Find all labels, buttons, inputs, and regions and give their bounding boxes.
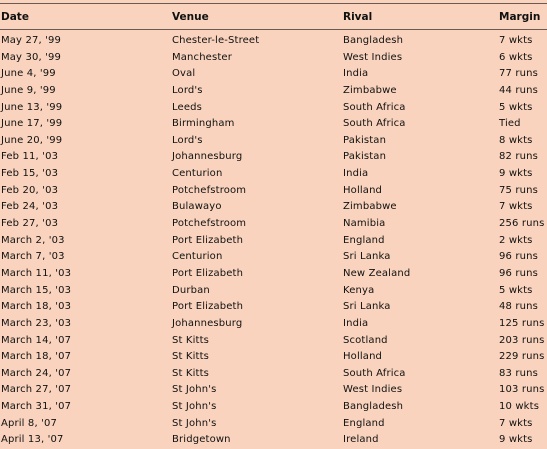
cell-date: Feb 15, '03 bbox=[1, 168, 59, 180]
cell-venue: Bridgetown bbox=[172, 434, 231, 446]
table-row bbox=[0, 66, 547, 83]
cell-venue: Chester-le-Street bbox=[172, 35, 260, 46]
cell-date: June 4, '99 bbox=[1, 68, 56, 80]
cell-rival: England bbox=[343, 234, 385, 246]
cell-date: April 8, '07 bbox=[1, 417, 58, 429]
table-row bbox=[0, 333, 547, 350]
cell-rival: West Indies bbox=[343, 51, 403, 63]
cell-rival: South Africa bbox=[343, 367, 406, 379]
cell-date: Feb 20, '03 bbox=[1, 184, 59, 196]
cell-date: March 14, '07 bbox=[1, 334, 72, 346]
cell-venue: St Kitts bbox=[172, 334, 210, 346]
table-row bbox=[0, 283, 547, 300]
cell-venue: Birmingham bbox=[172, 118, 235, 130]
cell-margin: 48 runs bbox=[499, 301, 538, 313]
cell-margin: 82 runs bbox=[499, 151, 538, 163]
table-row bbox=[0, 116, 547, 133]
cell-margin: 7 wkts bbox=[499, 417, 533, 429]
cell-rival: Sri Lanka bbox=[343, 251, 391, 263]
cell-date: March 24, '07 bbox=[1, 367, 72, 379]
cell-rival: India bbox=[343, 317, 369, 329]
cell-date: March 31, '07 bbox=[1, 401, 72, 413]
cell-venue: Durban bbox=[172, 284, 210, 296]
header-rival: Rival bbox=[343, 11, 373, 23]
cell-rival: Bangladesh bbox=[343, 401, 404, 413]
cell-rival: Pakistan bbox=[343, 151, 387, 163]
cell-rival: Bangladesh bbox=[343, 35, 404, 46]
cell-margin: 8 wkts bbox=[499, 134, 533, 146]
cell-venue: Lord's bbox=[172, 134, 203, 146]
cell-margin: 5 wkts bbox=[499, 101, 533, 113]
table-row bbox=[0, 432, 547, 449]
header-divider bbox=[0, 29, 547, 30]
table-row bbox=[0, 366, 547, 383]
cell-venue: St John's bbox=[172, 384, 217, 396]
cell-venue: Manchester bbox=[172, 51, 232, 63]
cell-venue: Port Elizabeth bbox=[172, 301, 244, 313]
cell-margin: 7 wkts bbox=[499, 35, 533, 46]
cell-margin: 7 wkts bbox=[499, 201, 533, 213]
cell-rival: Kenya bbox=[343, 284, 375, 296]
cell-rival: Scotland bbox=[343, 334, 388, 346]
cell-margin: 203 runs bbox=[499, 334, 545, 346]
cell-date: June 20, '99 bbox=[1, 134, 63, 146]
table-row bbox=[0, 299, 547, 316]
cell-venue: Leeds bbox=[172, 101, 203, 113]
cell-date: Feb 27, '03 bbox=[1, 218, 59, 230]
cell-venue: Johannesburg bbox=[172, 317, 243, 329]
cell-rival: Zimbabwe bbox=[343, 84, 397, 96]
cell-rival: Holland bbox=[343, 184, 383, 196]
cell-margin: 9 wkts bbox=[499, 434, 533, 446]
cell-venue: St John's bbox=[172, 401, 217, 413]
cell-margin: 103 runs bbox=[499, 384, 545, 396]
table-row bbox=[0, 249, 547, 266]
cell-venue: Johannesburg bbox=[172, 151, 243, 163]
cell-venue: St Kitts bbox=[172, 351, 210, 363]
table-row bbox=[0, 216, 547, 233]
cell-rival: South Africa bbox=[343, 118, 406, 130]
cell-date: Feb 24, '03 bbox=[1, 201, 59, 213]
table-row bbox=[0, 233, 547, 250]
cell-venue: Port Elizabeth bbox=[172, 267, 244, 279]
cell-margin: 229 runs bbox=[499, 351, 545, 363]
table-row bbox=[0, 399, 547, 416]
cell-venue: Oval bbox=[172, 68, 196, 80]
cell-date: April 13, '07 bbox=[1, 434, 64, 446]
cell-rival: Zimbabwe bbox=[343, 201, 397, 213]
table-row bbox=[0, 266, 547, 283]
cell-margin: 75 runs bbox=[499, 184, 538, 196]
table-row bbox=[0, 33, 547, 50]
cell-rival: South Africa bbox=[343, 101, 406, 113]
cell-venue: St John's bbox=[172, 417, 217, 429]
table-row bbox=[0, 83, 547, 100]
header-venue: Venue bbox=[172, 11, 209, 23]
top-divider bbox=[0, 3, 547, 4]
cell-rival: Holland bbox=[343, 351, 383, 363]
cell-venue: St Kitts bbox=[172, 367, 210, 379]
cell-rival: India bbox=[343, 68, 369, 80]
cell-date: March 7, '03 bbox=[1, 251, 65, 263]
cell-margin: 256 runs bbox=[499, 218, 545, 230]
cell-venue: Bulawayo bbox=[172, 201, 222, 213]
cell-rival: West Indies bbox=[343, 384, 403, 396]
cell-venue: Centurion bbox=[172, 168, 223, 180]
table-row bbox=[0, 199, 547, 216]
table-row bbox=[0, 50, 547, 67]
cell-margin: 10 wkts bbox=[499, 401, 540, 413]
cell-date: March 2, '03 bbox=[1, 234, 65, 246]
table-row bbox=[0, 166, 547, 183]
cell-margin: 83 runs bbox=[499, 367, 538, 379]
cell-rival: Sri Lanka bbox=[343, 301, 391, 313]
table-row bbox=[0, 416, 547, 433]
cell-venue: Potchefstroom bbox=[172, 184, 247, 196]
cell-date: March 18, '07 bbox=[1, 351, 72, 363]
cell-rival: India bbox=[343, 168, 369, 180]
cell-margin: 5 wkts bbox=[499, 284, 533, 296]
table-row bbox=[0, 133, 547, 150]
cell-date: June 9, '99 bbox=[1, 84, 56, 96]
cell-margin: 77 runs bbox=[499, 68, 538, 80]
table-body bbox=[0, 33, 547, 449]
table-row bbox=[0, 316, 547, 333]
cell-date: June 13, '99 bbox=[1, 101, 63, 113]
cell-venue: Port Elizabeth bbox=[172, 234, 244, 246]
cell-margin: 96 runs bbox=[499, 267, 538, 279]
cell-date: May 27, '99 bbox=[1, 35, 62, 46]
cell-venue: Centurion bbox=[172, 251, 223, 263]
header-date: Date bbox=[1, 11, 29, 23]
table-row bbox=[0, 100, 547, 117]
cell-date: May 30, '99 bbox=[1, 51, 62, 63]
cell-date: March 18, '03 bbox=[1, 301, 72, 313]
cell-rival: New Zealand bbox=[343, 267, 411, 279]
cell-margin: Tied bbox=[499, 118, 521, 130]
table-row bbox=[0, 183, 547, 200]
cell-rival: Ireland bbox=[343, 434, 379, 446]
table-row bbox=[0, 149, 547, 166]
cell-date: March 23, '03 bbox=[1, 317, 72, 329]
cell-date: March 11, '03 bbox=[1, 267, 72, 279]
cell-margin: 2 wkts bbox=[499, 234, 533, 246]
cell-margin: 96 runs bbox=[499, 251, 538, 263]
cell-venue: Lord's bbox=[172, 84, 203, 96]
cell-date: March 15, '03 bbox=[1, 284, 72, 296]
cell-venue: Potchefstroom bbox=[172, 218, 247, 230]
table-row bbox=[0, 382, 547, 399]
cell-rival: Namibia bbox=[343, 218, 386, 230]
table-row bbox=[0, 349, 547, 366]
cell-margin: 9 wkts bbox=[499, 168, 533, 180]
cell-date: Feb 11, '03 bbox=[1, 151, 59, 163]
cell-margin: 44 runs bbox=[499, 84, 538, 96]
cell-margin: 6 wkts bbox=[499, 51, 533, 63]
cell-rival: Pakistan bbox=[343, 134, 387, 146]
cell-rival: England bbox=[343, 417, 385, 429]
cell-margin: 125 runs bbox=[499, 317, 545, 329]
cell-date: March 27, '07 bbox=[1, 384, 72, 396]
header-margin: Margin bbox=[499, 11, 541, 23]
cell-date: June 17, '99 bbox=[1, 118, 63, 130]
table-header bbox=[0, 11, 547, 27]
